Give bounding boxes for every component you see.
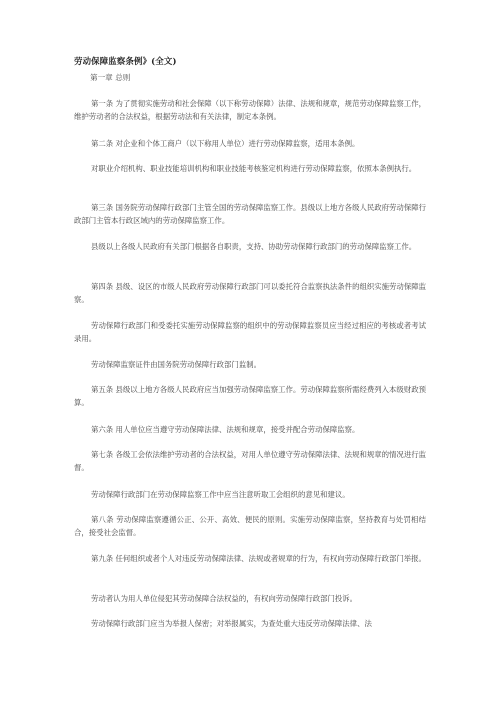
document-title: 劳动保障监察条例》(全文) xyxy=(74,56,177,66)
paragraph-article-9: 第九条 任何组织或者个人对违反劳动保障法律、法规或者规章的行为，有权向劳动保障行政部门举报。 xyxy=(91,554,426,563)
chapter-heading: 第一章 总则 xyxy=(90,73,131,82)
paragraph-article-6: 第六条 用人单位应当遵守劳动保障法律、法规和规章，接受并配合劳动保障监察。 xyxy=(91,425,360,434)
paragraph-article-8: 第八条 劳动保障监察遵循公正、公开、高效、便民的原则。实施劳动保障监察，坚持教育与处罚相结合，接受社会监督。 xyxy=(74,515,426,537)
paragraph-article-9c: 劳动保障行政部门应当为举报人保密；对举报属实，为查处重大违反劳动保障法律、法 xyxy=(91,619,372,628)
paragraph-article-2b: 对职业介绍机构、职业技能培训机构和职业技能考核鉴定机构进行劳动保障监察，依照本条例执行。 xyxy=(91,164,417,173)
paragraph-article-7b: 劳动保障行政部门在劳动保障监察工作中应当注意听取工会组织的意见和建议。 xyxy=(91,490,350,499)
paragraph-article-3: 第三条 国务院劳动保障行政部门主管全国的劳动保障监察工作。县级以上地方各级人民政府劳动保障行政部门主管本行政区域内的劳动保障监察工作。 xyxy=(74,203,426,225)
paragraph-article-9b: 劳动者认为用人单位侵犯其劳动保障合法权益的，有权向劳动保障行政部门投诉。 xyxy=(91,594,358,603)
paragraph-article-2: 第二条 对企业和个体工商户（以下称用人单位）进行劳动保障监察，适用本条例。 xyxy=(91,139,360,148)
paragraph-article-1: 第一条 为了贯彻实施劳动和社会保障（以下称劳动保障）法律、法规和规章，规范劳动保障监察工作，维护劳动者的合法权益，根据劳动法和有关法律，制定本条例。 xyxy=(74,99,426,121)
paragraph-article-5: 第五条 县级以上地方各级人民政府应当加强劳动保障监察工作。劳动保障监察所需经费列入本级财政预算。 xyxy=(74,385,426,407)
paragraph-article-7: 第七条 各级工会依法维护劳动者的合法权益，对用人单位遵守劳动保障法律、法规和规章的情况进行监督。 xyxy=(74,450,426,472)
paragraph-article-4b: 劳动保障行政部门和受委托实施劳动保障监察的组织中的劳动保障监察员应当经过相应的考核或者考试录用。 xyxy=(74,321,426,343)
paragraph-article-4c: 劳动保障监察证件由国务院劳动保障行政部门监制。 xyxy=(91,360,261,369)
paragraph-article-4: 第四条 县级、设区的市级人民政府劳动保障行政部门可以委托符合监察执法条件的组织实施劳动保障监察。 xyxy=(74,282,426,304)
paragraph-article-3b: 县级以上各级人民政府有关部门根据各自职责，支持、协助劳动保障行政部门的劳动保障监察工作。 xyxy=(91,242,417,251)
